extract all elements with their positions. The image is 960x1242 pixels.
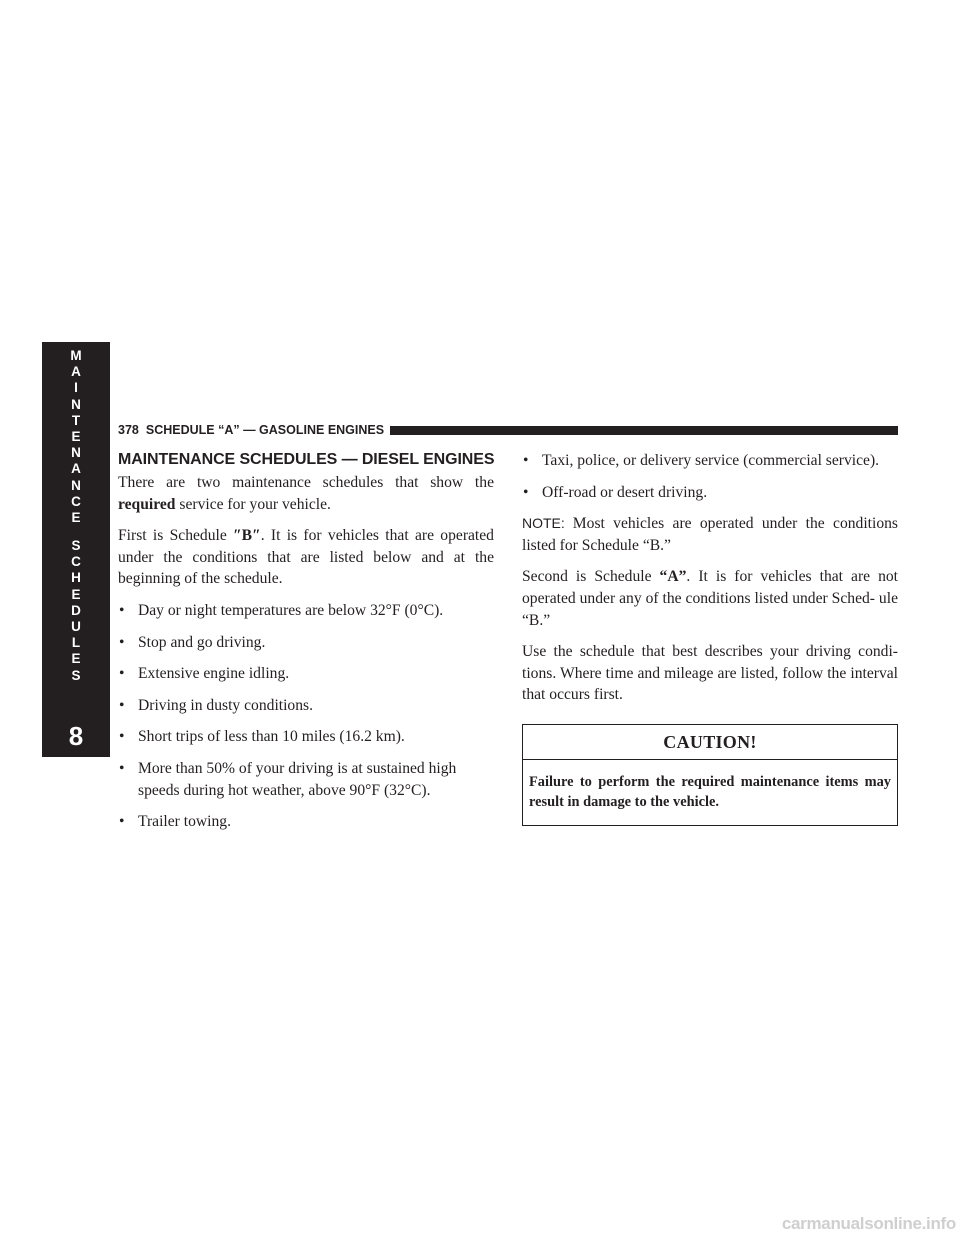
tab-letter: A [71,364,81,380]
list-item-text: Short trips of less than 10 miles (16.2 km). [138,728,405,746]
tab-letter: L [71,635,81,651]
bullet-icon: • [119,665,125,683]
intro-text-end: service for your vehicle. [175,495,331,513]
tab-letter: E [71,651,81,667]
bullet-icon: • [119,728,125,746]
section-title: MAINTENANCE SCHEDULES — DIESEL ENGINES [118,451,495,468]
schedule-a-emphasis: “A” [659,568,687,586]
note-paragraph [522,513,898,556]
bullet-icon: • [119,696,125,714]
list-item-text: Driving in dusty conditions. [138,696,313,714]
schedule-a-paragraph [522,566,898,631]
list-item [522,450,898,472]
left-column [118,450,494,843]
list-item [118,663,494,685]
tab-letter: N [71,445,81,461]
bullet-icon: • [523,452,529,469]
bullet-icon: • [119,813,125,831]
list-item-text: Stop and go driving. [138,633,266,651]
list-item-text: Day or night temperatures are below 32°F (0°C). [138,601,444,619]
list-item-text: Trailer towing. [138,813,231,831]
tab-letter: H [71,570,81,586]
intro-emphasis: required [118,495,176,513]
tab-letter: M [70,348,82,363]
list-item-text: Off-road or desert driving. [542,483,708,501]
schedule-b-emphasis: ″B″ [233,527,261,545]
chapter-tab-letters [42,348,110,684]
list-item [118,695,494,717]
list-item [118,726,494,748]
schedule-a-text: Second is Schedule [522,568,660,586]
note-text: Most vehicles are operated under the conditions listed for Schedule “B.” [522,515,898,554]
caution-text: Failure to perform the required maintenance items may result in damage to the vehicle. [529,773,891,811]
intro-paragraph [118,472,494,515]
conditions-list [118,600,494,833]
page-number: 378 [118,423,139,437]
list-item [118,600,494,622]
caution-title: CAUTION! [523,725,897,760]
schedule-b-paragraph [118,525,494,590]
tab-letter: E [71,509,81,525]
caution-box [522,724,898,826]
tab-letter: E [71,586,81,602]
list-item [118,758,494,801]
list-item-text: More than 50% of your driving is at sustained high speeds during hot weather, above 90°F (32°C). [138,759,457,799]
list-item [118,632,494,654]
use-schedule-paragraph: Use the schedule that best describes your driving condi- tions. Where time and mileage are listed, follow the interval that occurs first. [522,643,898,704]
running-header-text [118,422,384,438]
tab-letter: N [71,477,81,493]
tab-letter: E [71,428,81,444]
tab-letter: C [71,554,81,570]
tab-letter: C [71,493,81,509]
schedule-b-text: First is Schedule [118,527,234,545]
tab-letter: S [71,667,81,683]
bullet-icon: • [523,483,529,501]
note-label: NOTE: [522,515,565,532]
list-item-text: Taxi, police, or delivery service (commercial service). [542,452,880,469]
list-item [118,811,494,833]
bullet-icon: • [119,759,125,777]
right-column [522,450,898,826]
schedule-b-text-end: . It is for vehicles that are operated under the conditions that are listed below and at the beginning of the schedule. [118,527,494,588]
bullet-icon: • [119,601,125,619]
running-header [118,422,898,438]
chapter-side-tab [42,342,110,757]
chapter-number: 8 [68,721,84,751]
intro-text: There are two maintenance schedules that show the [118,474,494,491]
watermark: carmanualsonline.info [781,1214,956,1233]
tab-letter: D [71,602,81,618]
tab-letter: N [71,396,81,412]
tab-letter: U [71,619,81,634]
tab-letter: I [74,380,78,396]
bullet-icon: • [119,633,125,651]
list-item [522,482,898,504]
conditions-list-continued [522,450,898,503]
tab-letter: T [71,412,81,428]
schedule-a-text-end: . It is for vehicles that are not operated under any of the conditions listed under Sched- ule “B.” [522,568,899,629]
tab-letter: S [71,538,81,554]
list-item-text: Extensive engine idling. [138,665,290,683]
header-rule [390,426,898,435]
running-header-title: SCHEDULE “A” — GASOLINE ENGINES [145,423,385,437]
tab-letter: A [71,461,81,477]
